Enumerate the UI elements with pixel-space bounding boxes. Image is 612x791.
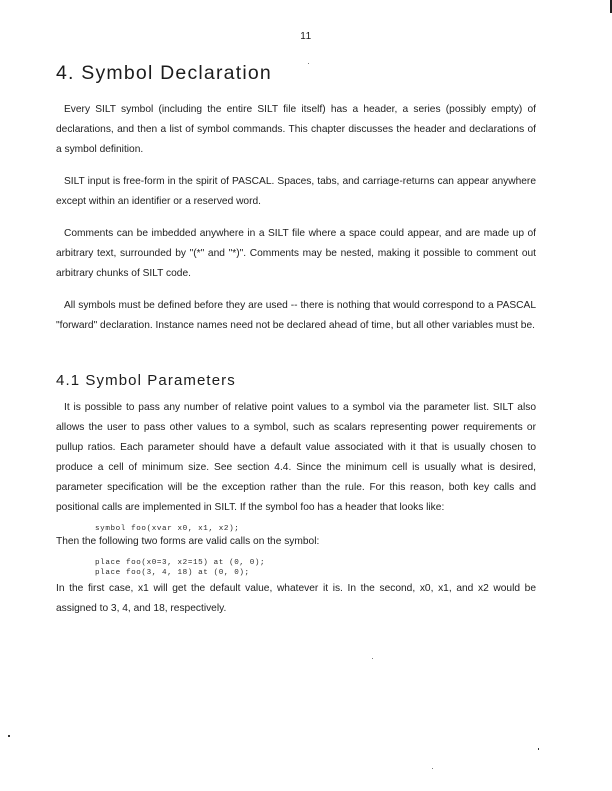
text-then-forms: Then the following two forms are valid calls on the symbol:	[56, 536, 320, 547]
paragraph-text: SILT input is free-form in the spirit of PASCAL. Spaces, tabs, and carriage-returns can appear anywhere except within an identifier or a reserved word.	[56, 176, 536, 207]
page-number: 11	[300, 31, 312, 42]
subsection-heading: 4.1 Symbol Parameters	[56, 372, 236, 389]
paragraph-text: It is possible to pass any number of relative point values to a symbol via the parameter list. SILT also allows the user to pass other values to a symbol, such as scalars representing power requirements or pullup ratios. Each parameter should have a default value associated with it that is usually chosen to produce a cell of minimum size. See section 4.4. Since the minimum cell is usually what is desired, parameter specification will be the exception rather than the rule. For this reason, both key calls and positional calls are implemented in SILT. If the symbol foo has a header that looks like:	[56, 402, 536, 513]
scan-speck	[308, 63, 309, 64]
scan-speck	[432, 768, 433, 769]
code-symbol-header: symbol foo(xvar x0, x1, x2);	[95, 525, 240, 533]
paragraph-parameters	[56, 398, 536, 518]
scan-speck	[538, 748, 539, 750]
paragraph-free-form	[56, 172, 536, 212]
paragraph-text: Comments can be imbedded anywhere in a SILT file where a space could appear, and are made up of arbitrary text, surrounded by "(*" and "*)". Comments may be nested, making it possible to comment out arbitrary chunks of SILT code.	[56, 228, 536, 279]
paragraph-closing	[56, 579, 536, 619]
paragraph-definitions	[56, 296, 536, 336]
paragraph-intro	[56, 100, 536, 160]
scan-speck	[8, 735, 10, 737]
scan-speck	[372, 658, 373, 659]
code-call-key: place foo(x0=3, x2=15) at (0, 0);	[95, 559, 266, 567]
paragraph-text: In the first case, x1 will get the default value, whatever it is. In the second, x0, x1, and x2 would be assigned to 3, 4, and 18, respectively.	[56, 583, 536, 614]
paragraph-text: Every SILT symbol (including the entire SILT file itself) has a header, a series (possibly empty) of declarations, and then a list of symbol commands. This chapter discusses the header and declarations of a symbol definition.	[56, 104, 536, 155]
paragraph-text: All symbols must be defined before they are used -- there is nothing that would correspond to a PASCAL "forward" declaration. Instance names need not be declared ahead of time, but all other variables must be.	[56, 300, 536, 331]
code-call-positional: place foo(3, 4, 18) at (0, 0);	[95, 569, 250, 577]
paragraph-comments	[56, 224, 536, 284]
section-heading: 4. Symbol Declaration	[56, 62, 272, 84]
